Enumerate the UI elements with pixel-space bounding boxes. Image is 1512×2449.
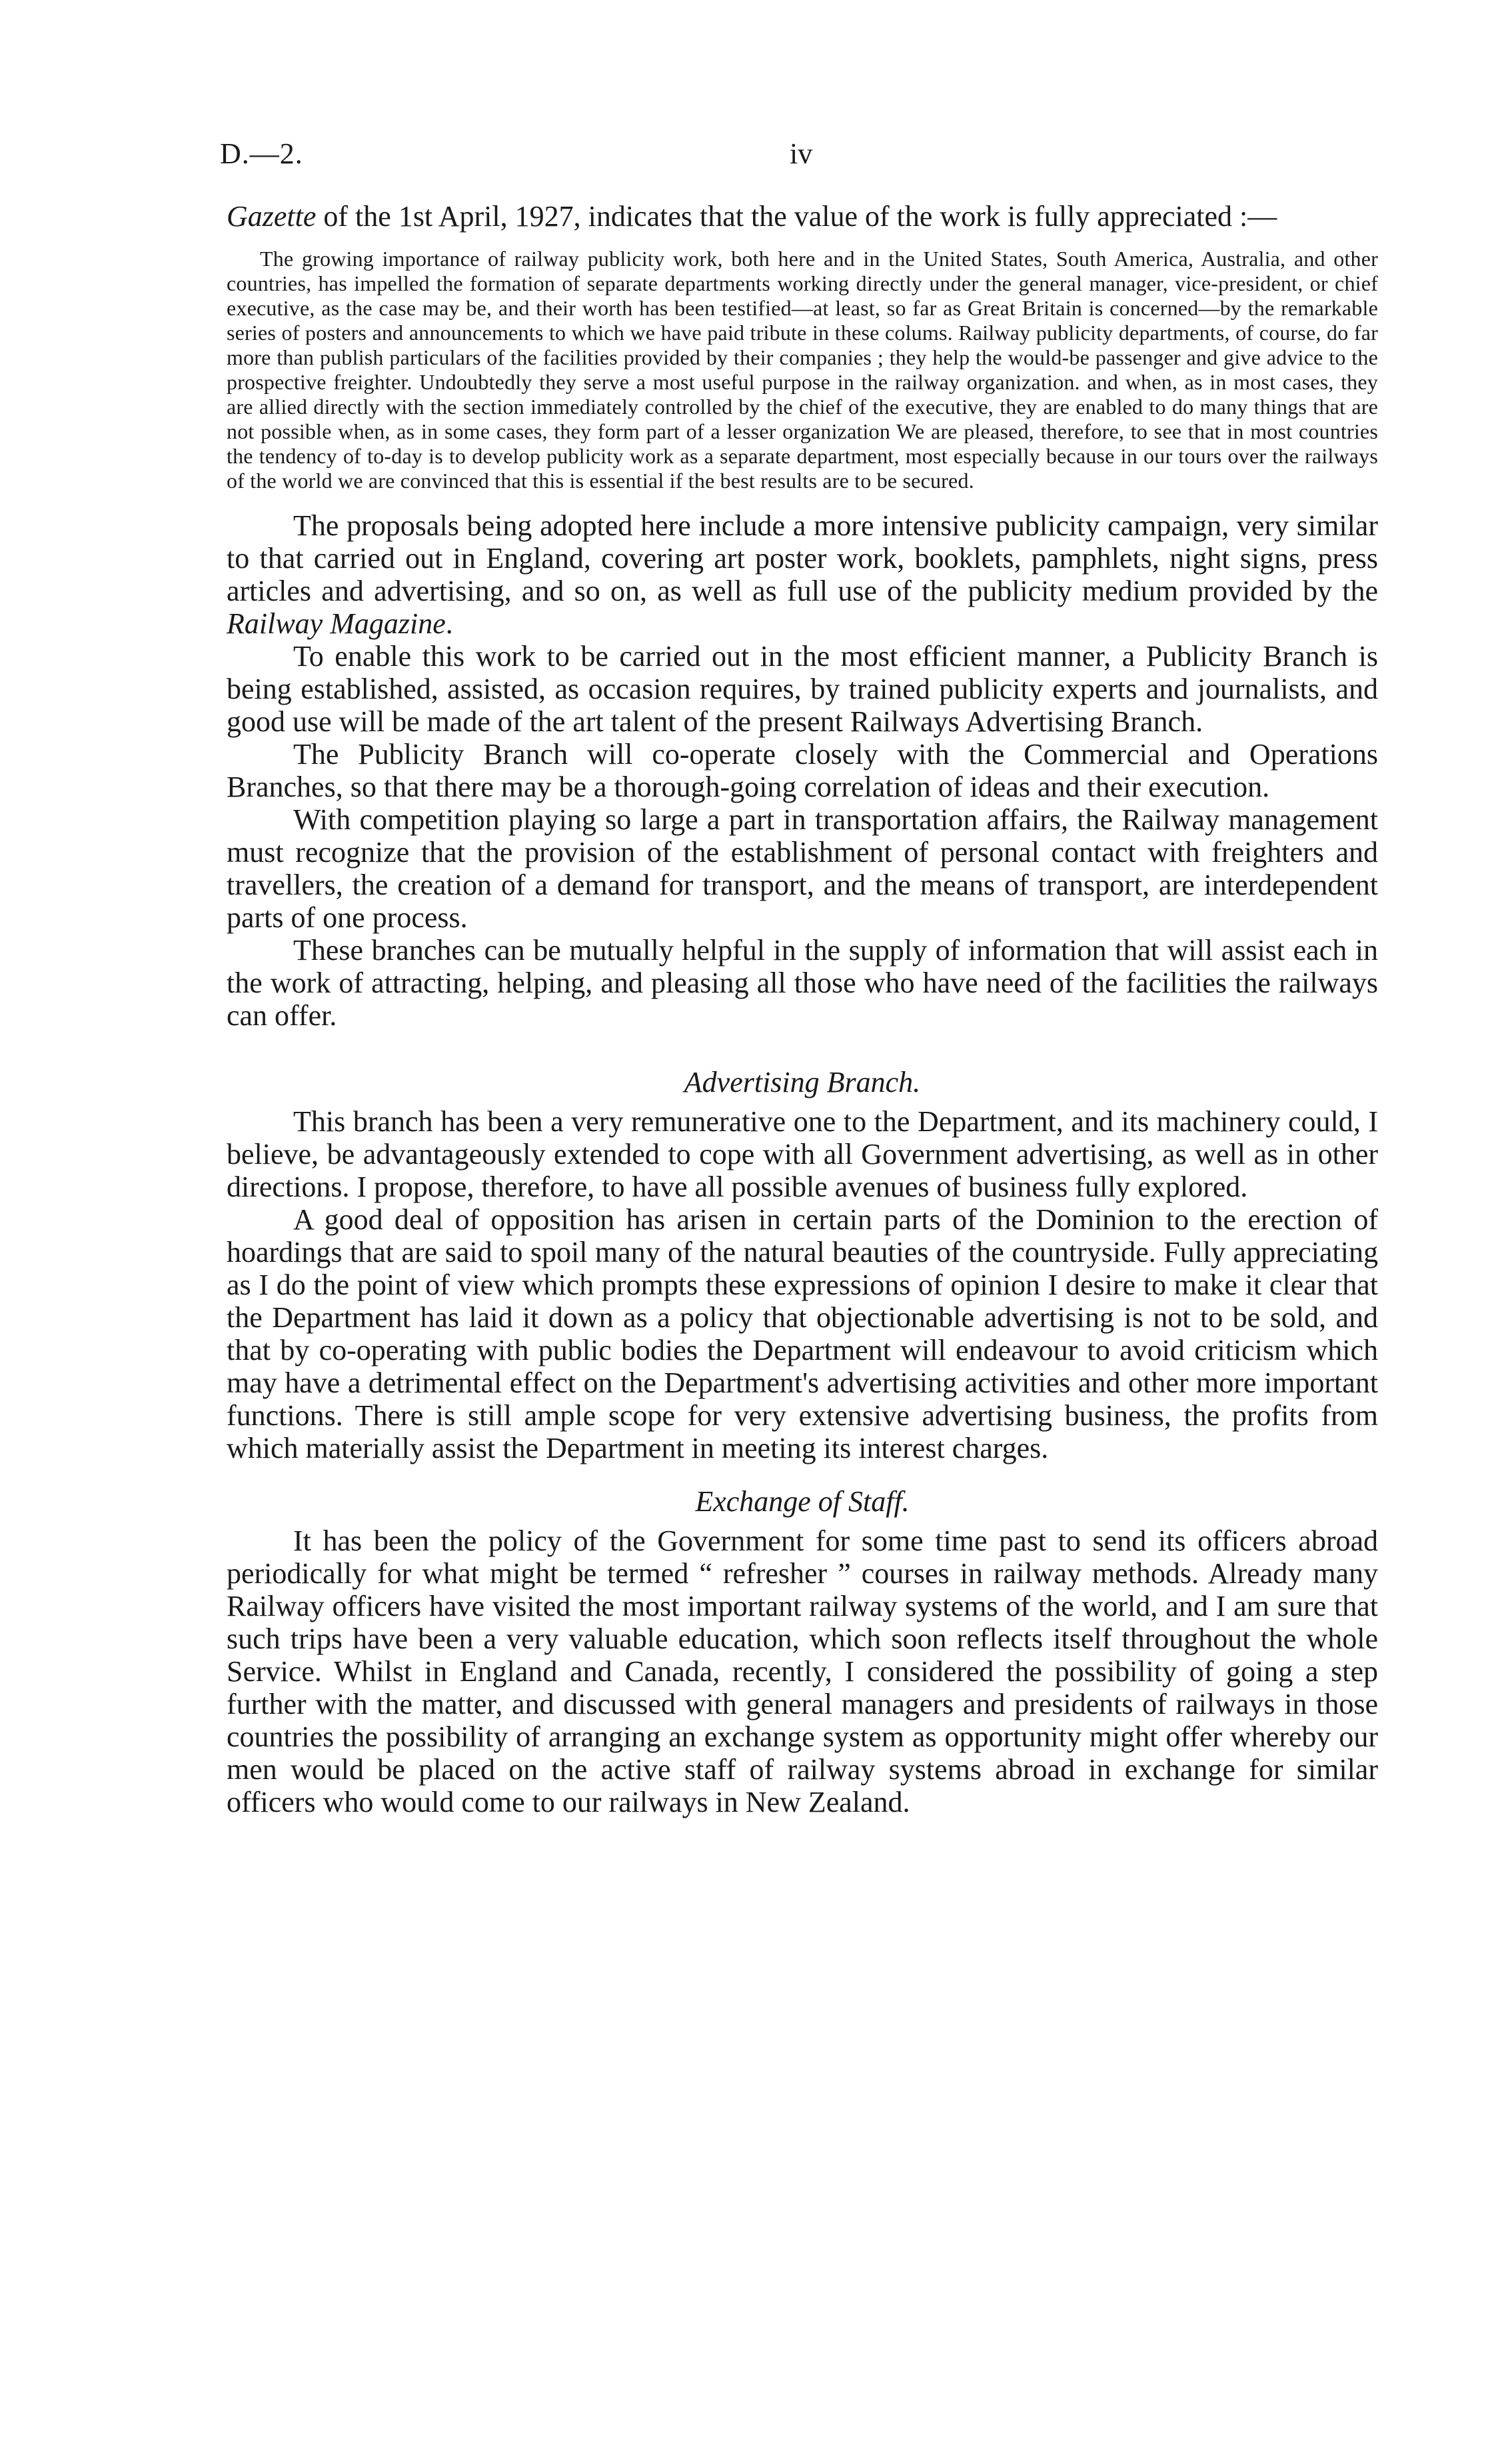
exchange-of-staff-heading: Exchange of Staff. <box>695 1485 910 1518</box>
gazette-quotation: The growing importance of railway publicity work, both here and in the United States, South America, Australia, and other countries, has impelled the formation of separate departments working directly under the general manager, vice-president, or chief executive, as the case may be, and their worth has been testified—at least, so far as Great Britain is concerned—by the remarkable series of posters and announcements to which we have paid tribute in these colums. Railway publicity departments, of course, do far more than publish particulars of the facilities provided by their companies ; they help the would-be passenger and give advice to the prospective freighter. Undoubtedly they serve a most useful purpose in the railway organization. and when, as in most cases, they are allied directly with the section immediately controlled by the chief of the executive, they are enabled to do many things that are not possible when, as in some cases, they form part of a lesser organization We are pleased, therefore, to see that in most countries the tendency of to-day is to develop publicity work as a separate department, most especially because in our tours over the railways of the world we are convinced that this is essential if the best results are to be secured. <box>227 247 1378 493</box>
publicity-p1-end: . <box>445 607 453 640</box>
document-reference: D.—2. <box>220 137 303 170</box>
page-header <box>0 0 1512 200</box>
page-number: iv <box>790 137 813 170</box>
publicity-paragraph-1 <box>227 509 1378 640</box>
advertising-branch-heading: Advertising Branch. <box>684 1066 921 1099</box>
intro-paragraph <box>227 200 1378 233</box>
intro-text: of the 1st April, 1927, indicates that the value of the work is fully appreciated :— <box>316 200 1277 233</box>
advertising-paragraph-1: This branch has been a very remunerative one to the Department, and its machinery could, I believe, be advantageously extended to cope with all Government advertising, as well as in other directions. I propose, therefore, to have all possible avenues of business fully explored. <box>227 1105 1378 1203</box>
advertising-paragraph-2: A good deal of opposition has arisen in certain parts of the Dominion to the erection of hoardings that are said to spoil many of the natural beauties of the countryside. Fully appreciating as I do the point of view which prompts these expressions of opinion I desire to make it clear that the Department has laid it down as a policy that objectionable advertising is not to be sold, and that by co-operating with public bodies the Department will endeavour to avoid criticism which may have a detrimental effect on the Department's advertising activities and other more important functions. There is still ample scope for very extensive advertising business, the profits from which materially assist the Department in meeting its interest charges. <box>227 1203 1378 1464</box>
railway-magazine-title: Railway Magazine <box>227 607 446 640</box>
page-content <box>227 200 1378 1818</box>
publicity-paragraph-5: These branches can be mutually helpful in the supply of information that will assist each in the work of attracting, helping, and pleasing all those who have need of the facilities the railways can offer. <box>227 934 1378 1032</box>
publicity-paragraph-3: The Publicity Branch will co-operate closely with the Commercial and Operations Branches, so that there may be a thorough-going correlation of ideas and their execution. <box>227 738 1378 803</box>
gazette-title: Gazette <box>227 200 317 233</box>
publicity-paragraph-2: To enable this work to be carried out in the most efficient manner, a Publicity Branch is being established, assisted, as occasion requires, by trained publicity experts and journalists, and good use will be made of the art talent of the present Railways Advertising Branch. <box>227 640 1378 738</box>
publicity-p1-text: The proposals being adopted here include a more intensive publicity campaign, very similar to that carried out in England, covering art poster work, booklets, pamphlets, night signs, press articles and advertising, and so on, as well as full use of the publicity medium provided by the <box>227 509 1378 607</box>
publicity-paragraph-4: With competition playing so large a part in transportation affairs, the Railway management must recognize that the provision of the establishment of personal contact with freighters and travellers, the creation of a demand for transport, and the means of transport, are interdependent parts of one process. <box>227 803 1378 934</box>
exchange-paragraph-1: It has been the policy of the Government for some time past to send its officers abroad periodically for what might be termed “ refresher ” courses in railway methods. Already many Railway officers have visited the most important railway systems of the world, and I am sure that such trips have been a very valuable education, which soon reflects itself throughout the whole Service. Whilst in England and Canada, recently, I considered the possibility of going a step further with the matter, and discussed with general managers and presidents of railways in those countries the possibility of arranging an exchange system as opportunity might offer whereby our men would be placed on the active staff of railway systems abroad in exchange for similar officers who would come to our railways in New Zealand. <box>227 1524 1378 1818</box>
